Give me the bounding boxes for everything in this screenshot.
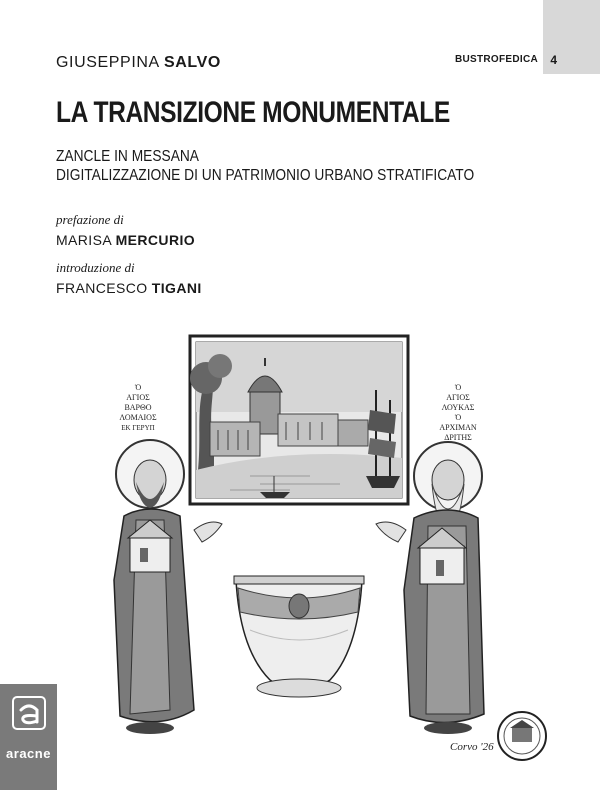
svg-text:ΒΑΡΘΟ: ΒΑΡΘΟ	[124, 403, 152, 412]
preface-first-name: MARISA	[56, 232, 112, 248]
publisher-logo	[0, 684, 57, 790]
preface-author	[56, 232, 195, 248]
framed-painting	[190, 336, 408, 504]
series-name: BUSTROFEDICA	[454, 54, 538, 65]
book-subtitle	[56, 147, 474, 185]
artist-signature: Corvo '26	[450, 741, 494, 753]
preface-role: prefazione di	[56, 212, 124, 227]
introduction-first-name: FRANCESCO	[56, 280, 148, 296]
subtitle-line-2: DIGITALIZZAZIONE DI UN PATRIMONIO URBANO STRATIFICATO	[56, 167, 475, 184]
svg-text:ΛΟΥΚΑΣ: ΛΟΥΚΑΣ	[441, 403, 475, 412]
author-last-name: SALVO	[163, 54, 221, 71]
subtitle-line-1: ZANCLE IN MESSANA	[56, 148, 199, 165]
series-number: 4	[550, 53, 557, 67]
introduction-last-name: TIGANI	[151, 280, 202, 296]
book-title: LA TRANSIZIONE MONUMENTALE	[56, 96, 450, 129]
svg-text:ΔΡΙΤΗΣ: ΔΡΙΤΗΣ	[444, 433, 472, 442]
svg-text:Ὁ: Ὁ	[134, 383, 142, 392]
preface-last-name: MERCURIO	[115, 232, 196, 248]
svg-text:Ὁ: Ὁ	[454, 413, 462, 422]
author-first-name: GIUSEPPINA	[56, 54, 159, 71]
author-name	[56, 54, 221, 72]
cover-illustration	[110, 330, 550, 770]
svg-text:ΑΓΙΟΣ: ΑΓΙΟΣ	[446, 393, 470, 402]
introduction-role: introduzione di	[56, 260, 135, 275]
aracne-logo-icon	[12, 696, 46, 730]
stamp-seal	[498, 712, 546, 760]
stone-basin	[234, 576, 364, 697]
svg-text:Ὁ: Ὁ	[454, 383, 462, 392]
svg-text:ΛΟΜΑΙΟΣ: ΛΟΜΑΙΟΣ	[119, 413, 157, 422]
introduction-author	[56, 280, 202, 296]
svg-text:ΕΚ ΓΕΡΥΠ: ΕΚ ΓΕΡΥΠ	[121, 424, 155, 432]
svg-text:ΑΓΙΟΣ: ΑΓΙΟΣ	[126, 393, 150, 402]
svg-text:ΑΡΧΙΜΑΝ: ΑΡΧΙΜΑΝ	[439, 423, 477, 432]
publisher-name: aracne	[6, 746, 51, 761]
series-box	[543, 0, 600, 74]
